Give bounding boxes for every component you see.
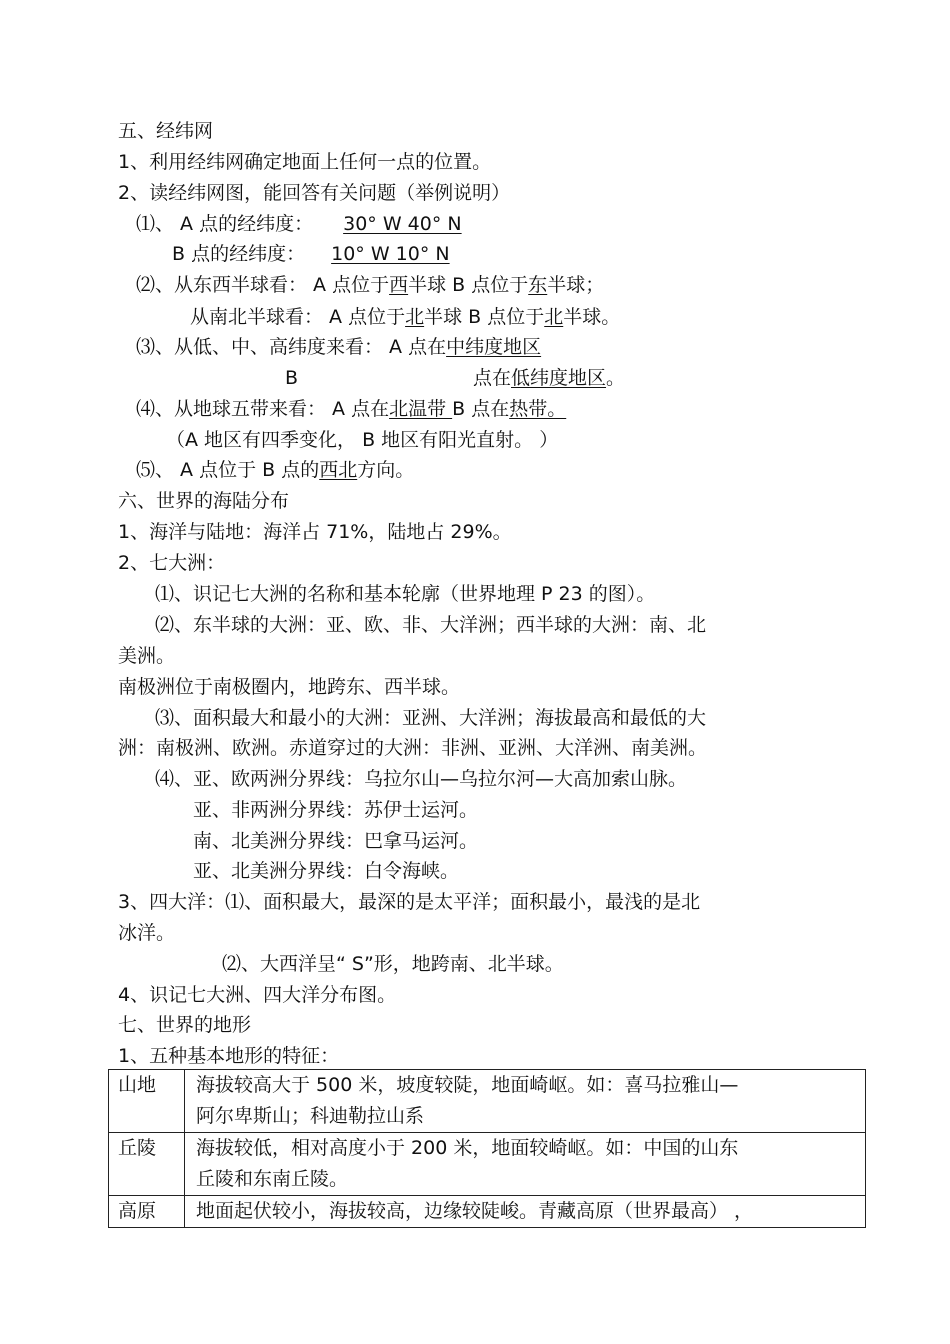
- answer: 热带。: [509, 398, 567, 420]
- answer: 30° W 40° N: [343, 213, 462, 235]
- question-4a: [136, 398, 566, 420]
- paragraph: 亚、北美洲分界线：白令海峡。: [193, 860, 460, 882]
- terrain-description: [185, 1070, 866, 1133]
- question-text: B 点的经纬度：: [172, 243, 306, 265]
- question-text: ⑴、 A 点的经纬度：: [136, 213, 314, 235]
- question-text: 从南北半球看： A 点位于: [190, 306, 406, 328]
- question-text: ⑶、从低、中、高纬度来看： A 点在: [136, 336, 447, 358]
- question-1a: [136, 213, 462, 235]
- terrain-name: 山地: [109, 1070, 185, 1133]
- question-5: [136, 459, 414, 481]
- question-text: 点在: [473, 367, 512, 389]
- paragraph: 亚、非两洲分界线：苏伊士运河。: [193, 799, 479, 821]
- question-2a: [136, 274, 604, 296]
- question-text: ⑷、从地球五带来看： A 点在: [136, 398, 390, 420]
- table-row: [109, 1196, 866, 1228]
- paragraph: ⑵、东半球的大洲：亚、欧、非、大洋洲；西半球的大洲：南、北: [155, 614, 707, 636]
- question-3b: [473, 367, 625, 389]
- section-heading-grid: 五、经纬网: [118, 120, 214, 142]
- description-line: 丘陵和东南丘陵。: [196, 1168, 349, 1190]
- answer: 北: [405, 306, 425, 328]
- terrain-table: [108, 1069, 866, 1228]
- answer: 北: [544, 306, 564, 328]
- paragraph: 1、五种基本地形的特征：: [118, 1045, 340, 1067]
- table-row: [109, 1070, 866, 1133]
- answer: 低纬度地区: [511, 367, 607, 389]
- question-4b: （A 地区有四季变化， B 地区有阳光直射。 ）: [166, 429, 559, 451]
- question-2b: [190, 306, 620, 328]
- paragraph: ⑷、亚、欧两洲分界线：乌拉尔山—乌拉尔河—大高加索山脉。: [155, 768, 688, 790]
- paragraph: 3、四大洋：⑴、面积最大，最深的是太平洋；面积最小，最浅的是北: [118, 891, 701, 913]
- paragraph: 4、识记七大洲、四大洋分布图。: [118, 984, 397, 1006]
- answer: 10° W 10° N: [331, 243, 450, 265]
- question-1b: [172, 243, 450, 265]
- paragraph: 洲：南极洲、欧洲。赤道穿过的大洲：非洲、亚洲、大洋洲、南美洲。: [118, 737, 708, 759]
- paragraph: ⑶、面积最大和最小的大洲：亚洲、大洋洲；海拔最高和最低的大: [155, 707, 707, 729]
- paragraph: 冰洋。: [118, 922, 176, 944]
- answer: 东: [528, 274, 548, 296]
- answer: 北温带: [389, 398, 453, 420]
- question-3a: [136, 336, 541, 358]
- question-text: ⑵、从东西半球看： A 点位于: [136, 274, 390, 296]
- paragraph: ⑴、识记七大洲的名称和基本轮廓（世界地理 P 23 的图）。: [155, 583, 656, 605]
- paragraph: 2、读经纬网图，能回答有关问题（举例说明）: [118, 182, 511, 204]
- question-3b-label: B: [285, 367, 299, 389]
- answer: 西北: [319, 459, 358, 481]
- question-text: B 点在: [452, 398, 510, 420]
- paragraph: 1、利用经纬网确定地面上任何一点的位置。: [118, 151, 492, 173]
- table-row: [109, 1133, 866, 1196]
- description-line: 海拔较高大于 500 米，坡度较陡，地面崎岖。如：喜马拉雅山—: [196, 1074, 739, 1096]
- description-line: 阿尔卑斯山；科迪勒拉山系: [196, 1105, 425, 1127]
- question-text: 半球。: [563, 306, 621, 328]
- description-line: 海拔较低，相对高度小于 200 米，地面较崎岖。如：中国的山东: [196, 1137, 739, 1159]
- answer: 中纬度地区: [446, 336, 542, 358]
- question-text: 半球；: [547, 274, 605, 296]
- question-text: ⑸、 A 点位于 B 点的: [136, 459, 320, 481]
- section-heading-terrain: 七、世界的地形: [118, 1014, 252, 1036]
- terrain-name: 高原: [109, 1196, 185, 1228]
- paragraph: 美洲。: [118, 645, 176, 667]
- paragraph: 2、七大洲：: [118, 552, 226, 574]
- description-line: 地面起伏较小，海拔较高，边缘较陡峻。青藏高原（世界最高） ，: [196, 1200, 754, 1222]
- question-text: 半球 B 点位于: [424, 306, 545, 328]
- question-text: 。: [606, 367, 626, 389]
- paragraph: 南、北美洲分界线：巴拿马运河。: [193, 830, 479, 852]
- paragraph: 1、海洋与陆地：海洋占 71%，陆地占 29%。: [118, 521, 512, 543]
- section-heading-land-sea: 六、世界的海陆分布: [118, 490, 290, 512]
- terrain-description: [185, 1133, 866, 1196]
- terrain-name: 丘陵: [109, 1133, 185, 1196]
- question-text: 半球 B 点位于: [408, 274, 529, 296]
- paragraph: 南极洲位于南极圈内，地跨东、西半球。: [118, 676, 461, 698]
- terrain-description: [185, 1196, 866, 1228]
- paragraph: ⑵、大西洋呈“ S”形，地跨南、北半球。: [222, 953, 564, 975]
- question-text: 方向。: [357, 459, 415, 481]
- answer: 西: [389, 274, 409, 296]
